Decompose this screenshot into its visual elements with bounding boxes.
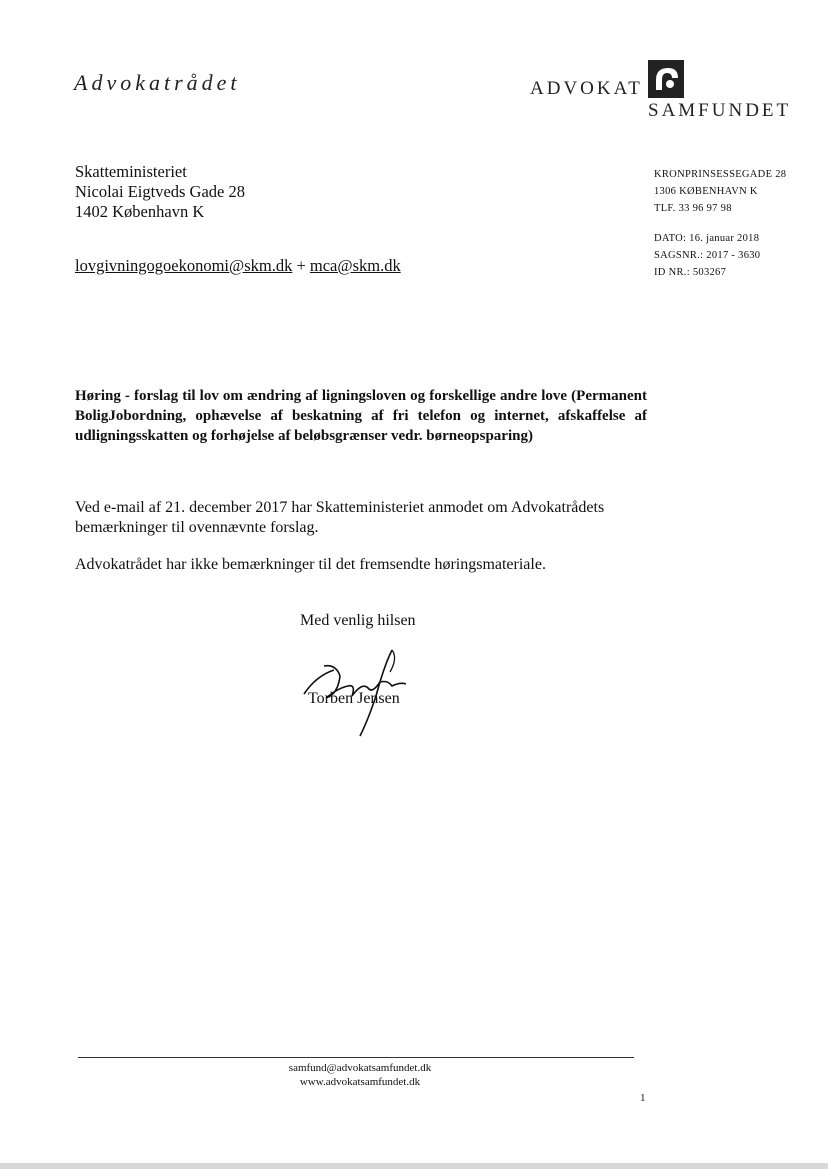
office-street: KRONPRINSESSEGADE 28	[654, 169, 787, 180]
scan-edge	[0, 1163, 828, 1169]
footer-divider	[78, 1057, 634, 1058]
page-number: 1	[640, 1092, 646, 1104]
email-link-secondary[interactable]: mca@skm.dk	[309, 256, 401, 275]
office-city: 1306 KØBENHAVN K	[654, 186, 758, 197]
recipient-line: 1402 København K	[75, 202, 205, 221]
letter-date: DATO: 16. januar 2018	[654, 233, 760, 244]
office-phone: TLF. 33 96 97 98	[654, 203, 732, 214]
letter-meta	[654, 230, 760, 281]
recipient-emails	[75, 256, 401, 276]
footer-email[interactable]: samfund@advokatsamfundet.dk	[288, 1062, 432, 1074]
id-number: ID NR.: 503267	[654, 267, 727, 278]
recipient-address	[75, 162, 245, 222]
recipient-line: Skatteministeriet	[75, 162, 187, 181]
logo-text-bottom: SAMFUNDET	[648, 100, 792, 121]
body-paragraph: Advokatrådet har ikke bemærkninger til det fremsendte høringsmateriale.	[75, 556, 546, 573]
letter-subject: Høring - forslag til lov om ændring af ligningsloven og forskellige andre love (Permanent BoligJobordning, ophævelse af beskatning af fri telefon og internet, afskaffelse af udligningsskatten og forhøjelse af beløbsgrænser vedr. børneopsparing)	[75, 388, 647, 444]
handwritten-signature	[296, 636, 426, 741]
closing-greeting: Med venlig hilsen	[300, 612, 416, 629]
footer-website[interactable]: www.advokatsamfundet.dk	[299, 1076, 421, 1088]
email-link-primary[interactable]: lovgivningogoekonomi@skm.dk	[75, 256, 293, 275]
logo-mark-icon	[648, 60, 684, 98]
body-paragraph: Ved e-mail af 21. december 2017 har Skatteministeriet anmodet om Advokatrådets bemærkninger til ovennævnte forslag.	[75, 499, 605, 536]
sender-name: Advokatrådet	[74, 70, 241, 95]
office-address	[654, 166, 786, 217]
email-separator: +	[292, 256, 310, 275]
signer-name: Torben Jensen	[308, 690, 400, 707]
footer-contact	[0, 1061, 720, 1089]
recipient-line: Nicolai Eigtveds Gade 28	[75, 182, 245, 201]
case-number: SAGSNR.: 2017 - 3630	[654, 250, 761, 261]
logo-text-top: ADVOKAT	[530, 78, 643, 99]
